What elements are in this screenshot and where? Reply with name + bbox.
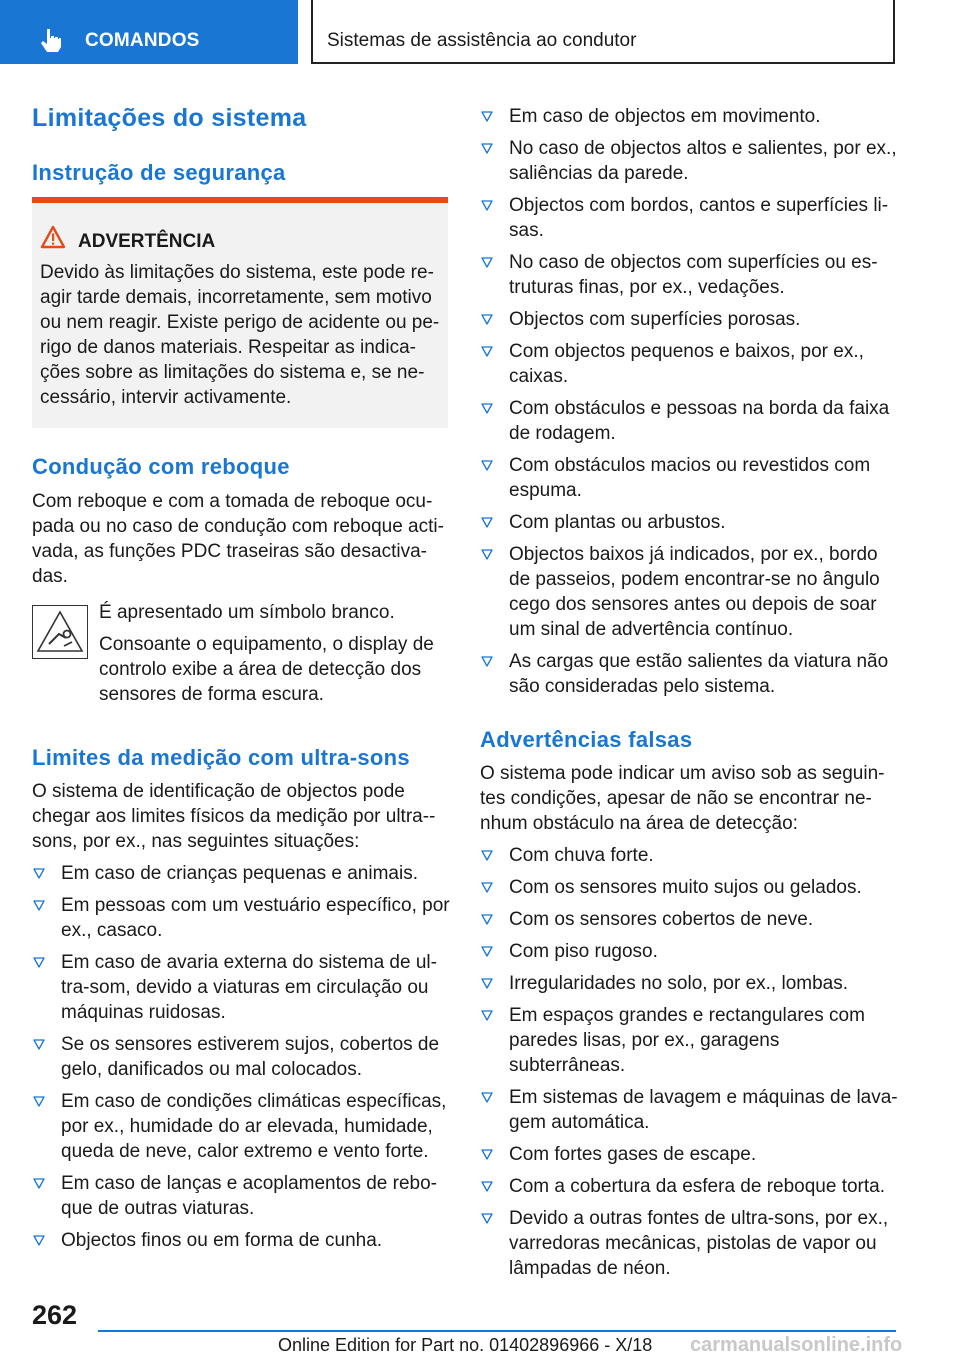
triangle-bullet-icon xyxy=(481,549,493,561)
list-item-text: No caso de objectos com superfícies ou es-truturas finas, por ex., vedações. xyxy=(509,252,878,298)
list-item xyxy=(480,649,898,699)
list-item xyxy=(480,1206,898,1281)
list-item xyxy=(480,1003,898,1078)
list-item-text: Devido a outras fontes de ultra-sons, por ex., varredoras mecânicas, pistolas de vapor ou lâmpadas de néon. xyxy=(509,1208,889,1279)
page-number: 262 xyxy=(32,1300,78,1330)
list-item xyxy=(480,907,898,932)
ultrasonic-list xyxy=(32,861,450,1260)
list-item-text: Com objectos pequenos e baixos, por ex., caixas. xyxy=(509,341,864,387)
list-item-text: Objectos baixos já indicados, por ex., bordo de passeios, podem encontrar-se no ângulo cego dos sensores antes ou depois de soar um sinal de advertência contínuo. xyxy=(509,544,880,640)
list-item-text: Com a cobertura da esfera de reboque torta. xyxy=(509,1176,886,1197)
list-item-text: Com obstáculos e pessoas na borda da faixa de rodagem. xyxy=(509,398,890,444)
chapter-tab[interactable] xyxy=(0,0,298,64)
chapter-title: Sistemas de assistência ao condutor xyxy=(327,30,637,51)
list-item-text: Com plantas ou arbustos. xyxy=(509,512,726,533)
list-item xyxy=(32,1228,450,1253)
object-list xyxy=(480,104,898,706)
list-item-text: Com piso rugoso. xyxy=(509,941,658,962)
list-item xyxy=(480,453,898,503)
false-warnings-title: Advertências falsas xyxy=(480,727,693,752)
triangle-bullet-icon xyxy=(481,850,493,862)
warning-box xyxy=(32,197,448,428)
list-item xyxy=(480,939,898,964)
triangle-bullet-icon xyxy=(481,1181,493,1193)
list-item xyxy=(480,136,898,186)
triangle-bullet-icon xyxy=(481,314,493,326)
list-item-text: Se os sensores estiverem sujos, cobertos de gelo, danificados ou mal colocados. xyxy=(61,1034,440,1080)
trailer-hitch-warning-icon xyxy=(32,605,88,659)
ultrasonic-title: Limites da medição com ultra-sons xyxy=(32,745,410,770)
list-item xyxy=(32,861,450,886)
triangle-bullet-icon xyxy=(481,143,493,155)
list-item-text: Em caso de lanças e acoplamentos de rebo-que de outras viaturas. xyxy=(61,1173,437,1219)
list-item-text: Em caso de avaria externa do sistema de ul-tra-som, devido a viaturas em circulação ou máquinas ruidosas. xyxy=(61,952,437,1023)
list-item xyxy=(32,1171,450,1221)
false-warnings-list xyxy=(480,843,898,1288)
triangle-bullet-icon xyxy=(481,200,493,212)
list-item-text: Objectos finos ou em forma de cunha. xyxy=(61,1230,383,1251)
list-item xyxy=(32,1089,450,1164)
list-item-text: As cargas que estão salientes da viatura não são consideradas pelo sistema. xyxy=(509,651,889,697)
symbol-text-1: É apresentado um símbolo branco. xyxy=(99,602,395,623)
list-item-text: Objectos com superfícies porosas. xyxy=(509,309,801,330)
triangle-bullet-icon xyxy=(481,111,493,123)
triangle-bullet-icon xyxy=(481,978,493,990)
triangle-bullet-icon xyxy=(33,1178,45,1190)
list-item xyxy=(480,875,898,900)
list-item-text: Em pessoas com um vestuário específico, por ex., casaco. xyxy=(61,895,450,941)
symbol-text-2-lead xyxy=(99,632,449,705)
list-item-text: Em sistemas de lavagem e máquinas de lava-gem automática. xyxy=(509,1087,898,1133)
section-title: Limitações do sistema xyxy=(32,104,307,132)
triangle-bullet-icon xyxy=(481,346,493,358)
triangle-bullet-icon xyxy=(33,868,45,880)
list-item xyxy=(480,396,898,446)
warning-triangle-icon xyxy=(40,225,66,249)
triangle-bullet-icon xyxy=(481,517,493,529)
list-item-text: Objectos com bordos, cantos e superfícies li-sas. xyxy=(509,195,889,241)
towing-text: Com reboque e com a tomada de reboque ocu-pada ou no caso de condução com reboque acti-vada, as funções PDC traseiras são desactiva-das. xyxy=(32,491,444,587)
list-item xyxy=(480,307,898,332)
list-item-text: Irregularidades no solo, por ex., lombas. xyxy=(509,973,849,994)
list-item xyxy=(480,510,898,535)
triangle-bullet-icon xyxy=(33,900,45,912)
symbol-text-2: Consoante o equipamento, o display de controlo exibe a área de detecção dos sensores de forma escura. xyxy=(99,634,434,705)
list-item xyxy=(480,1174,898,1199)
list-item-text: Em caso de crianças pequenas e animais. xyxy=(61,863,418,884)
warning-title: ADVERTÊNCIA xyxy=(78,231,216,252)
list-item xyxy=(32,1032,450,1082)
list-item-text: Em caso de objectos em movimento. xyxy=(509,106,821,127)
triangle-bullet-icon xyxy=(481,656,493,668)
triangle-bullet-icon xyxy=(481,460,493,472)
list-item xyxy=(480,104,898,129)
triangle-bullet-icon xyxy=(33,1235,45,1247)
list-item-text: Em espaços grandes e rectangulares com paredes lisas, por ex., garagens subterrâneas. xyxy=(509,1005,865,1076)
hand-pointer-icon xyxy=(40,28,62,52)
list-item xyxy=(480,971,898,996)
list-item-text: Com obstáculos macios ou revestidos com espuma. xyxy=(509,455,871,501)
list-item-text: Com fortes gases de escape. xyxy=(509,1144,757,1165)
triangle-bullet-icon xyxy=(481,1010,493,1022)
list-item xyxy=(480,843,898,868)
triangle-bullet-icon xyxy=(481,1092,493,1104)
triangle-bullet-icon xyxy=(33,957,45,969)
list-item xyxy=(480,250,898,300)
triangle-bullet-icon xyxy=(481,946,493,958)
list-item-text: Com os sensores cobertos de neve. xyxy=(509,909,814,930)
triangle-bullet-icon xyxy=(33,1096,45,1108)
list-item-text: Com os sensores muito sujos ou gelados. xyxy=(509,877,862,898)
triangle-bullet-icon xyxy=(481,882,493,894)
triangle-bullet-icon xyxy=(481,1149,493,1161)
list-item xyxy=(480,193,898,243)
triangle-bullet-icon xyxy=(33,1039,45,1051)
triangle-bullet-icon xyxy=(481,403,493,415)
list-item xyxy=(480,339,898,389)
list-item-text: Com chuva forte. xyxy=(509,845,654,866)
list-item xyxy=(480,542,898,642)
false-warnings-text: O sistema pode indicar um aviso sob as seguin-tes condições, apesar de não se encontrar ne-nhum obstáculo na área de detecção: xyxy=(480,763,885,834)
chapter-header xyxy=(311,0,895,64)
list-item xyxy=(32,950,450,1025)
list-item xyxy=(480,1085,898,1135)
triangle-bullet-icon xyxy=(481,257,493,269)
safety-title: Instrução de segurança xyxy=(32,160,286,185)
list-item xyxy=(480,1142,898,1167)
chapter-tab-label: COMANDOS xyxy=(85,30,200,51)
list-item-text: No caso de objectos altos e salientes, por ex., saliências da parede. xyxy=(509,138,897,184)
edition-text: Online Edition for Part no. 01402896966 - X/18 xyxy=(278,1335,653,1355)
towing-title: Condução com reboque xyxy=(32,454,290,479)
warning-text: Devido às limitações do sistema, este pode re-agir tarde demais, incorretamente, sem motivo ou nem reagir. Existe perigo de acidente ou pe-rigo de danos materiais. Respeitar as indica-ções sobre as limitações do sistema e, se ne-cessário, intervir activamente. xyxy=(40,262,440,408)
ultrasonic-text: O sistema de identificação de objectos pode chegar aos limites físicos da medição por ultra--sons, por ex., nas seguintes situações: xyxy=(32,781,436,852)
triangle-bullet-icon xyxy=(481,914,493,926)
list-item-text: Em caso de condições climáticas específicas, por ex., humidade do ar elevada, humidade, queda de neve, calor extremo e vento forte. xyxy=(61,1091,447,1162)
footer-divider xyxy=(98,1330,896,1332)
list-item xyxy=(32,893,450,943)
triangle-bullet-icon xyxy=(481,1213,493,1225)
watermark: carmanualsonline.info xyxy=(690,1334,903,1356)
